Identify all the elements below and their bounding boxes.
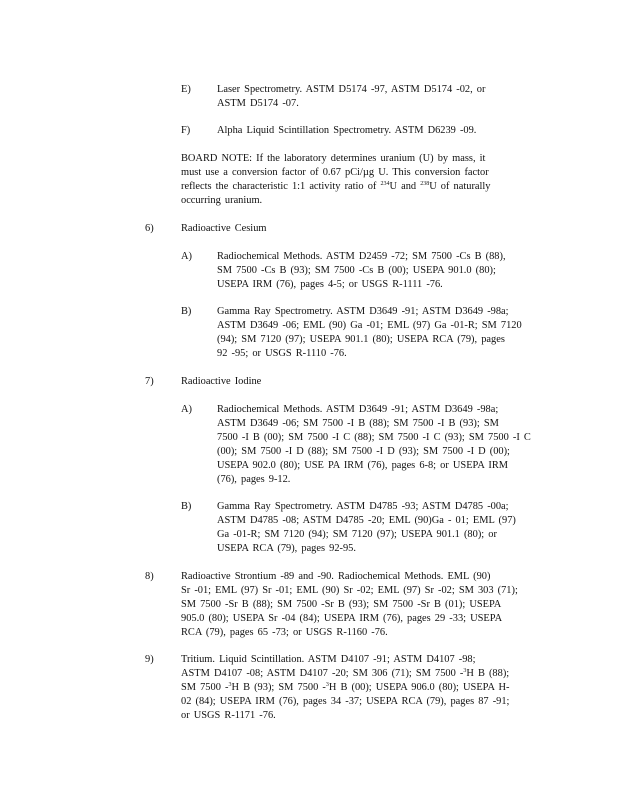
- text-line: SM 7500 -Cs B (93); SM 7500 -Cs B (00); USEPA 901.0 (80);: [217, 264, 496, 276]
- text-line: Gamma Ray Spectrometry. ASTM D3649 -91; ASTM D3649 -98a;: [217, 306, 509, 317]
- text-fragment: H B (88);: [466, 667, 510, 679]
- text-line: 92 -95; or USGS R-1110 -76.: [217, 347, 347, 359]
- text-fragment: H B (93); SM 7500 -: [231, 681, 326, 693]
- text-line: 905.0 (80); USEPA Sr -04 (84); USEPA IRM (76), pages 29 -33; USEPA: [181, 612, 503, 624]
- text-line: [181, 180, 491, 194]
- text-line: (00); SM 7500 -I D (88); SM 7500 -I D (93); SM 7500 -I D (00);: [217, 445, 510, 457]
- text-line: 02 (84); USEPA IRM (76), pages 34 -37; USEPA RCA (79), pages 87 -91;: [181, 695, 510, 707]
- text-line: RCA (79), pages 65 -73; or USGS R-1160 -76.: [181, 626, 388, 638]
- text-line: Radiochemical Methods. ASTM D3649 -91; ASTM D3649 -98a;: [217, 404, 499, 415]
- item-label: F): [181, 125, 191, 136]
- item-label: E): [181, 84, 191, 95]
- item-label: B): [181, 306, 192, 317]
- method-laser-spectrometry: [217, 83, 485, 111]
- text-fragment: SM 7500 -: [181, 681, 229, 693]
- text-line: (94); SM 7120 (97); USEPA 901.1 (80); USEPA RCA (79), pages: [217, 333, 505, 345]
- text-line: or USGS R-1171 -76.: [181, 709, 276, 721]
- text-fragment: ASTM D4107 -08; ASTM D4107 -20; SM 306 (71); SM 7500 -: [181, 667, 464, 679]
- text-line: Radioactive Strontium -89 and -90. Radiochemical Methods. EML (90): [181, 571, 491, 582]
- item-label: A): [181, 251, 192, 262]
- item-label: A): [181, 404, 192, 415]
- text-line: [181, 681, 509, 695]
- text-line: Radioactive Cesium: [181, 223, 267, 234]
- section-number: 8): [145, 571, 154, 582]
- text-line: USEPA RCA (79), pages 92-95.: [217, 542, 356, 554]
- method-alpha-scintillation: [217, 124, 476, 138]
- text-line: ASTM D5174 -07.: [217, 97, 299, 109]
- text-line: Sr -01; EML (97) Sr -01; EML (90) Sr -02; EML (97) Sr -02; SM 303 (71);: [181, 584, 518, 596]
- item-label: B): [181, 501, 192, 512]
- isotope-superscript: 238: [420, 180, 430, 187]
- text-line: Tritium. Liquid Scintillation. ASTM D4107 -91; ASTM D4107 -98;: [181, 654, 476, 665]
- strontium-methods: [181, 570, 518, 640]
- section-title: [181, 222, 266, 236]
- isotope-superscript: 3: [463, 667, 467, 674]
- isotope-superscript: 3: [325, 681, 329, 688]
- isotope-superscript: 3: [228, 681, 232, 688]
- text-fragment: reflects the characteristic 1:1 activity ratio of: [181, 180, 377, 192]
- text-line: BOARD NOTE: If the laboratory determines uranium (U) by mass, it: [181, 153, 486, 164]
- text-line: USEPA 902.0 (80); USE PA IRM (76), pages 6-8; or USEPA IRM: [217, 459, 509, 471]
- board-note: [181, 152, 491, 208]
- text-line: Ga -01-R; SM 7120 (94); SM 7120 (97); USEPA 901.1 (80); or: [217, 528, 497, 540]
- text-line: ASTM D3649 -06; SM 7500 -I B (88); SM 7500 -I B (93); SM: [217, 417, 499, 429]
- text-fragment: U and: [389, 180, 417, 192]
- tritium-methods: [181, 653, 509, 723]
- iodine-gamma-spectrometry: [217, 500, 516, 556]
- text-line: [181, 667, 509, 681]
- text-line: USEPA IRM (76), pages 4-5; or USGS R-1111 -76.: [217, 278, 443, 290]
- section-number: 6): [145, 223, 154, 234]
- text-line: Radioactive Iodine: [181, 376, 262, 387]
- text-line: (76), pages 9-12.: [217, 473, 291, 485]
- cesium-radiochemical-methods: [217, 250, 506, 292]
- section-number: 7): [145, 376, 154, 387]
- cesium-gamma-spectrometry: [217, 305, 522, 361]
- section-number: 9): [145, 654, 154, 665]
- text-fragment: U of naturally: [429, 180, 491, 192]
- text-line: SM 7500 -Sr B (88); SM 7500 -Sr B (93); SM 7500 -Sr B (01); USEPA: [181, 598, 502, 610]
- text-line: ASTM D4785 -08; ASTM D4785 -20; EML (90)Ga - 01; EML (97): [217, 514, 516, 526]
- text-line: Radiochemical Methods. ASTM D2459 -72; SM 7500 -Cs B (88),: [217, 251, 506, 262]
- iodine-radiochemical-methods: [217, 403, 531, 486]
- text-fragment: H B (00); USEPA 906.0 (80); USEPA H-: [328, 681, 510, 693]
- isotope-superscript: 234: [380, 180, 390, 187]
- text-line: must use a conversion factor of 0.67 pCi/µg U. This conversion factor: [181, 166, 489, 178]
- text-line: ASTM D3649 -06; EML (90) Ga -01; EML (97) Ga -01-R; SM 7120: [217, 319, 522, 331]
- text-line: 7500 -I B (00); SM 7500 -I C (88); SM 7500 -I C (93); SM 7500 -I C: [217, 431, 531, 443]
- text-line: Laser Spectrometry. ASTM D5174 -97, ASTM D5174 -02, or: [217, 84, 486, 95]
- text-line: Alpha Liquid Scintillation Spectrometry. ASTM D6239 -09.: [217, 125, 477, 136]
- section-title: [181, 375, 261, 389]
- text-line: occurring uranium.: [181, 194, 263, 206]
- text-line: Gamma Ray Spectrometry. ASTM D4785 -93; ASTM D4785 -00a;: [217, 501, 509, 512]
